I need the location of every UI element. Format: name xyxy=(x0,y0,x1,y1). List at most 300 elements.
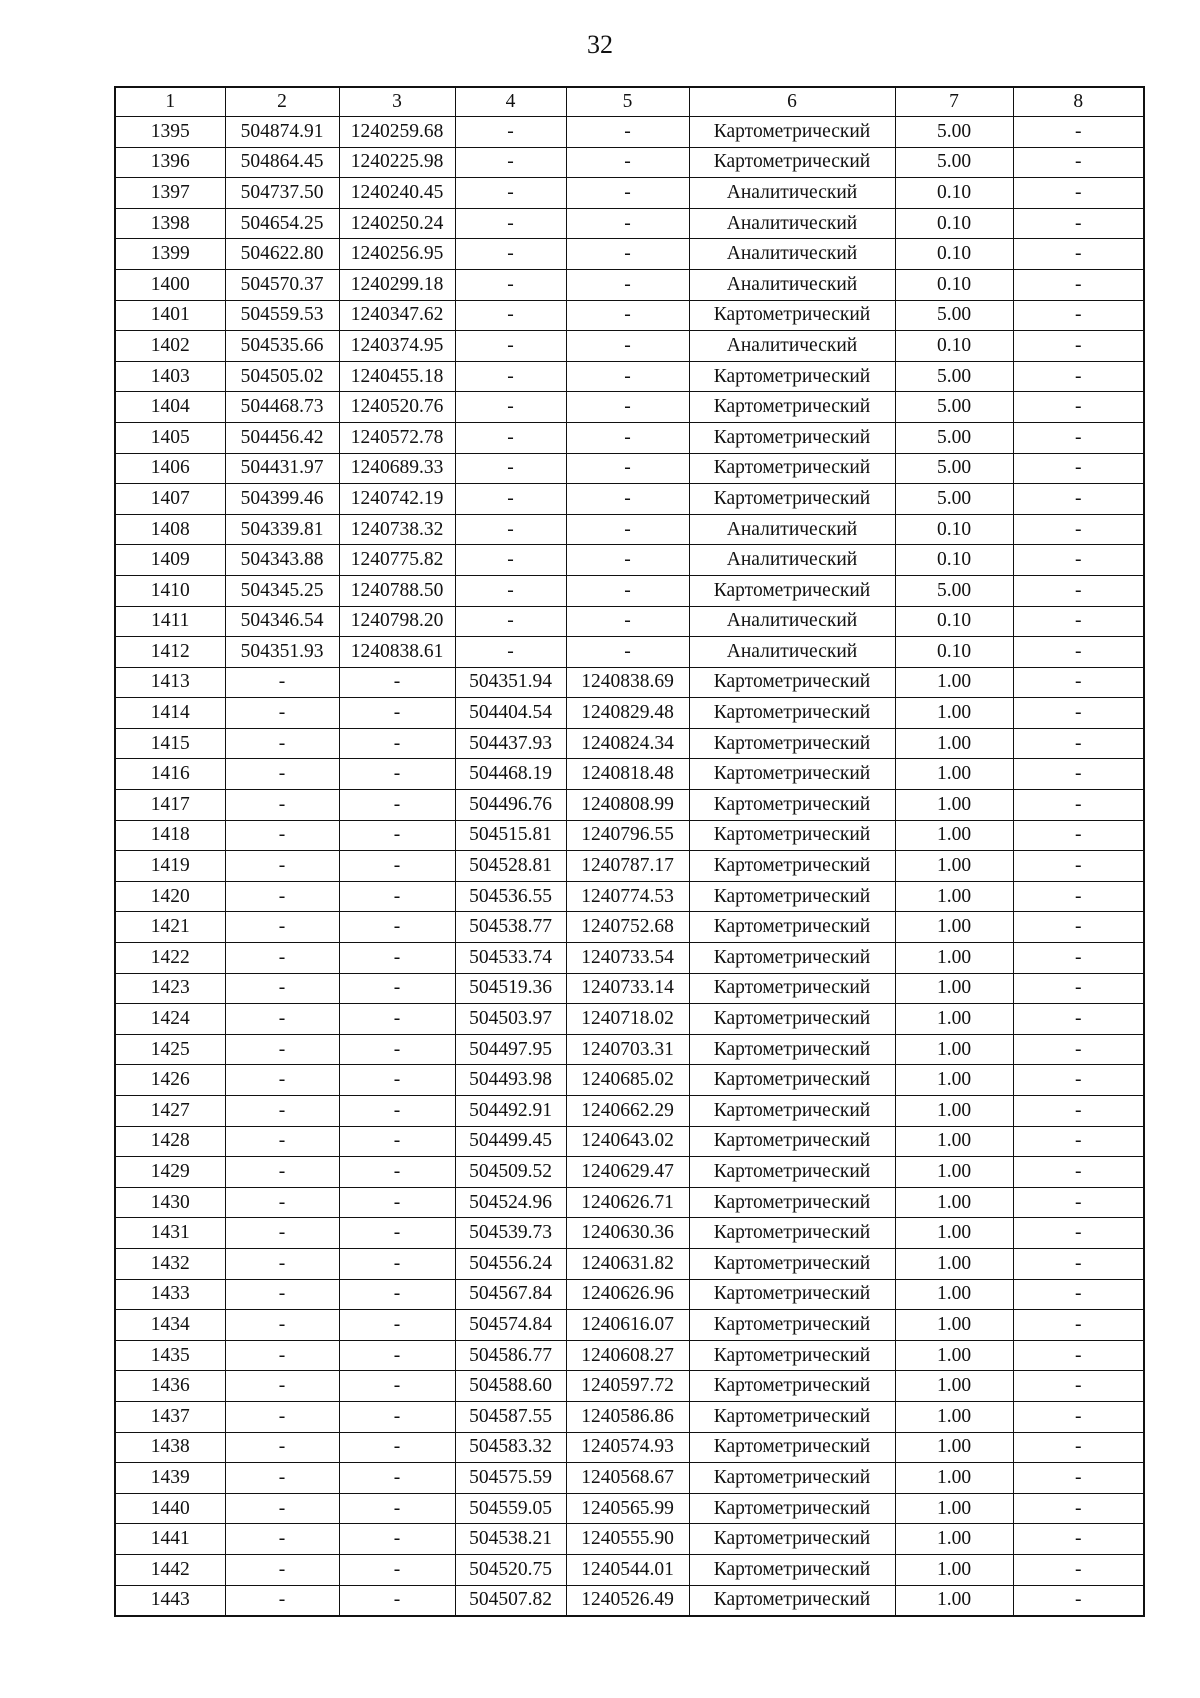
table-cell: 1.00 xyxy=(895,1096,1013,1127)
table-cell: Картометрический xyxy=(689,1279,895,1310)
table-cell: - xyxy=(1013,422,1144,453)
table-cell: - xyxy=(339,881,455,912)
table-cell: - xyxy=(225,1493,339,1524)
table-cell: 1401 xyxy=(115,300,225,331)
table-cell: - xyxy=(225,1004,339,1035)
table-cell: 0.10 xyxy=(895,208,1013,239)
table-row xyxy=(115,943,1144,974)
table-cell: - xyxy=(566,331,689,362)
table-cell: 504493.98 xyxy=(455,1065,566,1096)
table-row xyxy=(115,1554,1144,1585)
table-cell: 1.00 xyxy=(895,1279,1013,1310)
table-cell: 1240818.48 xyxy=(566,759,689,790)
table-cell: Картометрический xyxy=(689,1463,895,1494)
table-row xyxy=(115,208,1144,239)
table-cell: 5.00 xyxy=(895,147,1013,178)
table-cell: - xyxy=(339,1034,455,1065)
table-cell: 504539.73 xyxy=(455,1218,566,1249)
table-cell: 1442 xyxy=(115,1554,225,1585)
table-cell: Картометрический xyxy=(689,484,895,515)
table-cell: 1439 xyxy=(115,1463,225,1494)
column-header: 6 xyxy=(689,87,895,117)
table-cell: - xyxy=(225,1157,339,1188)
table-cell: - xyxy=(1013,606,1144,637)
table-row xyxy=(115,1401,1144,1432)
table-cell: - xyxy=(339,820,455,851)
table-cell: - xyxy=(225,759,339,790)
table-cell: Картометрический xyxy=(689,453,895,484)
table-cell: Картометрический xyxy=(689,575,895,606)
column-header: 1 xyxy=(115,87,225,117)
table-cell: 504505.02 xyxy=(225,361,339,392)
table-cell: - xyxy=(455,575,566,606)
table-cell: 1240796.55 xyxy=(566,820,689,851)
table-row xyxy=(115,514,1144,545)
table-cell: 1240752.68 xyxy=(566,912,689,943)
table-cell: - xyxy=(339,912,455,943)
table-row xyxy=(115,1004,1144,1035)
table-cell: - xyxy=(339,1157,455,1188)
table-cell: - xyxy=(1013,1493,1144,1524)
table-cell: 1240824.34 xyxy=(566,728,689,759)
table-cell: 1398 xyxy=(115,208,225,239)
table-cell: 1407 xyxy=(115,484,225,515)
table-cell: - xyxy=(225,698,339,729)
table-cell: 1240250.24 xyxy=(339,208,455,239)
table-cell: - xyxy=(566,361,689,392)
table-cell: - xyxy=(566,178,689,209)
table-cell: 1416 xyxy=(115,759,225,790)
table-cell: 1.00 xyxy=(895,1248,1013,1279)
table-cell: 1441 xyxy=(115,1524,225,1555)
table-cell: 504574.84 xyxy=(455,1310,566,1341)
table-cell: - xyxy=(455,331,566,362)
table-cell: 1.00 xyxy=(895,759,1013,790)
table-cell: 1240689.33 xyxy=(339,453,455,484)
table-row xyxy=(115,1065,1144,1096)
table-cell: - xyxy=(339,1463,455,1494)
table-cell: - xyxy=(1013,239,1144,270)
table-cell: 1240733.54 xyxy=(566,943,689,974)
table-cell: Картометрический xyxy=(689,1187,895,1218)
table-cell: 1240808.99 xyxy=(566,790,689,821)
table-cell: Картометрический xyxy=(689,1034,895,1065)
table-cell: Картометрический xyxy=(689,1126,895,1157)
table-cell: 1432 xyxy=(115,1248,225,1279)
table-cell: - xyxy=(339,1218,455,1249)
table-row xyxy=(115,1371,1144,1402)
table-cell: - xyxy=(225,1034,339,1065)
table-row xyxy=(115,331,1144,362)
table-cell: 1240568.67 xyxy=(566,1463,689,1494)
table-cell: 1.00 xyxy=(895,1218,1013,1249)
table-cell: - xyxy=(339,1310,455,1341)
table-row xyxy=(115,484,1144,515)
table-cell: - xyxy=(1013,637,1144,668)
table-cell: - xyxy=(1013,1187,1144,1218)
table-row xyxy=(115,851,1144,882)
table-body xyxy=(115,117,1144,1617)
table-cell: 1413 xyxy=(115,667,225,698)
table-cell: - xyxy=(225,851,339,882)
table-cell: - xyxy=(1013,698,1144,729)
table-cell: - xyxy=(1013,484,1144,515)
table-row xyxy=(115,698,1144,729)
table-cell: 504586.77 xyxy=(455,1340,566,1371)
table-cell: 1419 xyxy=(115,851,225,882)
table-cell: Картометрический xyxy=(689,667,895,698)
table-cell: 1420 xyxy=(115,881,225,912)
table-cell: 504456.42 xyxy=(225,422,339,453)
table-cell: - xyxy=(339,1524,455,1555)
column-header: 4 xyxy=(455,87,566,117)
table-cell: 1.00 xyxy=(895,881,1013,912)
table-cell: - xyxy=(1013,1279,1144,1310)
table-cell: - xyxy=(566,300,689,331)
table-cell: - xyxy=(455,514,566,545)
table-cell: 1429 xyxy=(115,1157,225,1188)
table-cell: - xyxy=(1013,1065,1144,1096)
table-row xyxy=(115,392,1144,423)
table-cell: 1.00 xyxy=(895,943,1013,974)
table-cell: 504499.45 xyxy=(455,1126,566,1157)
table-cell: 1421 xyxy=(115,912,225,943)
table-cell: 1.00 xyxy=(895,1340,1013,1371)
table-row xyxy=(115,1493,1144,1524)
table-row xyxy=(115,1340,1144,1371)
table-cell: 1240572.78 xyxy=(339,422,455,453)
table-row xyxy=(115,117,1144,148)
column-header: 7 xyxy=(895,87,1013,117)
table-cell: Картометрический xyxy=(689,1218,895,1249)
table-cell: 1406 xyxy=(115,453,225,484)
table-cell: 1.00 xyxy=(895,1524,1013,1555)
table-cell: - xyxy=(339,943,455,974)
table-cell: - xyxy=(225,1463,339,1494)
table-cell: 1240626.71 xyxy=(566,1187,689,1218)
table-cell: 1.00 xyxy=(895,1126,1013,1157)
table-cell: 5.00 xyxy=(895,300,1013,331)
table-cell: Картометрический xyxy=(689,300,895,331)
table-cell: - xyxy=(1013,1310,1144,1341)
table-cell: Картометрический xyxy=(689,1157,895,1188)
table-cell: - xyxy=(225,1340,339,1371)
table-cell: - xyxy=(225,1524,339,1555)
table-cell: 1433 xyxy=(115,1279,225,1310)
table-cell: 1434 xyxy=(115,1310,225,1341)
table-row xyxy=(115,1279,1144,1310)
table-cell: - xyxy=(1013,1126,1144,1157)
table-cell: 504535.66 xyxy=(225,331,339,362)
table-row xyxy=(115,606,1144,637)
table-cell: 504431.97 xyxy=(225,453,339,484)
table-cell: 1435 xyxy=(115,1340,225,1371)
table-cell: - xyxy=(1013,1432,1144,1463)
table-cell: 1.00 xyxy=(895,1034,1013,1065)
table-cell: 1396 xyxy=(115,147,225,178)
table-cell: - xyxy=(566,484,689,515)
table-cell: - xyxy=(455,453,566,484)
table-cell: - xyxy=(339,973,455,1004)
table-cell: - xyxy=(1013,117,1144,148)
table-cell: 1397 xyxy=(115,178,225,209)
table-cell: Картометрический xyxy=(689,973,895,1004)
table-cell: 504559.53 xyxy=(225,300,339,331)
table-cell: Картометрический xyxy=(689,422,895,453)
table-cell: 1.00 xyxy=(895,1554,1013,1585)
table-cell: 1405 xyxy=(115,422,225,453)
table-cell: Аналитический xyxy=(689,239,895,270)
table-cell: - xyxy=(455,392,566,423)
table-cell: - xyxy=(339,1585,455,1616)
table-cell: - xyxy=(339,1493,455,1524)
table-cell: 504468.19 xyxy=(455,759,566,790)
table-cell: 1.00 xyxy=(895,698,1013,729)
table-cell: - xyxy=(1013,1524,1144,1555)
table-cell: - xyxy=(455,361,566,392)
table-cell: Аналитический xyxy=(689,545,895,576)
column-header: 8 xyxy=(1013,87,1144,117)
table-cell: 1424 xyxy=(115,1004,225,1035)
table-cell: 1240374.95 xyxy=(339,331,455,362)
table-cell: - xyxy=(1013,790,1144,821)
table-cell: Аналитический xyxy=(689,331,895,362)
table-cell: Картометрический xyxy=(689,1310,895,1341)
coordinates-table xyxy=(114,86,1145,1617)
table-cell: - xyxy=(339,728,455,759)
table-cell: - xyxy=(455,545,566,576)
table-cell: - xyxy=(566,208,689,239)
table-cell: - xyxy=(566,239,689,270)
table-cell: - xyxy=(455,300,566,331)
table-cell: 1240742.19 xyxy=(339,484,455,515)
table-cell: - xyxy=(566,422,689,453)
table-cell: 504503.97 xyxy=(455,1004,566,1035)
table-row xyxy=(115,545,1144,576)
table-cell: 1437 xyxy=(115,1401,225,1432)
table-cell: - xyxy=(566,606,689,637)
table-row xyxy=(115,575,1144,606)
table-cell: 1240630.36 xyxy=(566,1218,689,1249)
table-cell: 5.00 xyxy=(895,392,1013,423)
table-cell: 1443 xyxy=(115,1585,225,1616)
table-cell: - xyxy=(339,698,455,729)
table-cell: Картометрический xyxy=(689,1432,895,1463)
table-cell: 1428 xyxy=(115,1126,225,1157)
table-cell: - xyxy=(225,820,339,851)
table-row xyxy=(115,422,1144,453)
table-cell: 1240733.14 xyxy=(566,973,689,1004)
table-cell: - xyxy=(339,759,455,790)
table-cell: - xyxy=(225,1432,339,1463)
table-cell: - xyxy=(566,392,689,423)
table-cell: 1.00 xyxy=(895,1493,1013,1524)
table-cell: 504345.25 xyxy=(225,575,339,606)
table-cell: 1399 xyxy=(115,239,225,270)
table-cell: 1240629.47 xyxy=(566,1157,689,1188)
table-cell: 1438 xyxy=(115,1432,225,1463)
table-cell: 1.00 xyxy=(895,1065,1013,1096)
table-cell: - xyxy=(566,545,689,576)
table-cell: 504570.37 xyxy=(225,269,339,300)
table-cell: Картометрический xyxy=(689,698,895,729)
table-row xyxy=(115,178,1144,209)
table-cell: - xyxy=(339,1279,455,1310)
table-cell: 5.00 xyxy=(895,575,1013,606)
table-cell: 504496.76 xyxy=(455,790,566,821)
table-cell: 1240565.99 xyxy=(566,1493,689,1524)
table-cell: - xyxy=(455,269,566,300)
table-cell: - xyxy=(1013,147,1144,178)
table-cell: 1.00 xyxy=(895,820,1013,851)
table-cell: 1408 xyxy=(115,514,225,545)
table-cell: - xyxy=(1013,269,1144,300)
table-cell: Картометрический xyxy=(689,881,895,912)
table-cell: 1240774.53 xyxy=(566,881,689,912)
table-cell: 1.00 xyxy=(895,973,1013,1004)
table-cell: - xyxy=(225,973,339,1004)
table-cell: 1412 xyxy=(115,637,225,668)
table-cell: 0.10 xyxy=(895,178,1013,209)
table-cell: - xyxy=(1013,759,1144,790)
table-cell: Картометрический xyxy=(689,1340,895,1371)
table-cell: Аналитический xyxy=(689,269,895,300)
table-cell: Картометрический xyxy=(689,759,895,790)
table-cell: 1431 xyxy=(115,1218,225,1249)
table-cell: Картометрический xyxy=(689,820,895,851)
table-cell: 504492.91 xyxy=(455,1096,566,1127)
table-cell: - xyxy=(1013,851,1144,882)
table-row xyxy=(115,912,1144,943)
table-cell: 1.00 xyxy=(895,790,1013,821)
table-cell: Картометрический xyxy=(689,1004,895,1035)
table-cell: 1423 xyxy=(115,973,225,1004)
table-cell: 1240626.96 xyxy=(566,1279,689,1310)
table-cell: - xyxy=(1013,912,1144,943)
table-cell: 1427 xyxy=(115,1096,225,1127)
table-cell: - xyxy=(1013,1585,1144,1616)
table-cell: 1400 xyxy=(115,269,225,300)
table-cell: 1425 xyxy=(115,1034,225,1065)
column-header: 2 xyxy=(225,87,339,117)
table-cell: 1430 xyxy=(115,1187,225,1218)
table-row xyxy=(115,300,1144,331)
table-cell: - xyxy=(339,1126,455,1157)
table-cell: - xyxy=(455,117,566,148)
table-cell: - xyxy=(1013,575,1144,606)
table-cell: - xyxy=(1013,208,1144,239)
table-cell: - xyxy=(566,575,689,606)
table-cell: - xyxy=(1013,1004,1144,1035)
table-cell: - xyxy=(339,1554,455,1585)
table-cell: - xyxy=(339,1432,455,1463)
table-cell: 1240597.72 xyxy=(566,1371,689,1402)
table-cell: Картометрический xyxy=(689,1248,895,1279)
table-cell: 504343.88 xyxy=(225,545,339,576)
table-cell: Картометрический xyxy=(689,912,895,943)
table-cell: 5.00 xyxy=(895,117,1013,148)
table-cell: 504437.93 xyxy=(455,728,566,759)
table-cell: - xyxy=(1013,881,1144,912)
table-cell: Картометрический xyxy=(689,728,895,759)
table-cell: 1240775.82 xyxy=(339,545,455,576)
table-cell: 1411 xyxy=(115,606,225,637)
table-row xyxy=(115,637,1144,668)
table-cell: Картометрический xyxy=(689,1371,895,1402)
table-cell: - xyxy=(225,728,339,759)
table-cell: 1.00 xyxy=(895,912,1013,943)
table-cell: - xyxy=(339,1187,455,1218)
table-row xyxy=(115,1187,1144,1218)
table-cell: Картометрический xyxy=(689,392,895,423)
table-cell: Картометрический xyxy=(689,851,895,882)
table-cell: 1240838.61 xyxy=(339,637,455,668)
table-cell: - xyxy=(455,239,566,270)
table-cell: - xyxy=(339,1340,455,1371)
header-row xyxy=(115,87,1144,117)
table-cell: 1414 xyxy=(115,698,225,729)
table-cell: Аналитический xyxy=(689,178,895,209)
table-cell: - xyxy=(1013,361,1144,392)
table-cell: 1395 xyxy=(115,117,225,148)
table-cell: 1422 xyxy=(115,943,225,974)
table-cell: 1240586.86 xyxy=(566,1401,689,1432)
table-cell: - xyxy=(1013,1371,1144,1402)
table-cell: 0.10 xyxy=(895,637,1013,668)
table-cell: - xyxy=(566,453,689,484)
table-row xyxy=(115,790,1144,821)
table-cell: 1.00 xyxy=(895,1432,1013,1463)
table-cell: - xyxy=(1013,1034,1144,1065)
table-cell: Картометрический xyxy=(689,361,895,392)
table-cell: 1240718.02 xyxy=(566,1004,689,1035)
table-cell: - xyxy=(1013,1463,1144,1494)
table-cell: 1240574.93 xyxy=(566,1432,689,1463)
table-cell: 1240662.29 xyxy=(566,1096,689,1127)
table-cell: 1.00 xyxy=(895,1004,1013,1035)
table-cell: Картометрический xyxy=(689,943,895,974)
table-cell: - xyxy=(1013,973,1144,1004)
table-cell: - xyxy=(1013,1157,1144,1188)
table-cell: Картометрический xyxy=(689,1401,895,1432)
table-cell: 1.00 xyxy=(895,1187,1013,1218)
table-cell: 1.00 xyxy=(895,1463,1013,1494)
table-cell: - xyxy=(339,790,455,821)
table-cell: 1.00 xyxy=(895,1157,1013,1188)
table-cell: 504346.54 xyxy=(225,606,339,637)
table-cell: 1240240.45 xyxy=(339,178,455,209)
table-cell: 1240798.20 xyxy=(339,606,455,637)
table-cell: 1.00 xyxy=(895,851,1013,882)
table-cell: 1240608.27 xyxy=(566,1340,689,1371)
table-row xyxy=(115,1157,1144,1188)
table-cell: 1240829.48 xyxy=(566,698,689,729)
column-header: 3 xyxy=(339,87,455,117)
table-cell: 5.00 xyxy=(895,484,1013,515)
table-cell: 1404 xyxy=(115,392,225,423)
table-cell: - xyxy=(1013,392,1144,423)
table-cell: 504351.94 xyxy=(455,667,566,698)
table-cell: 1415 xyxy=(115,728,225,759)
table-cell: 1240631.82 xyxy=(566,1248,689,1279)
table-cell: 504528.81 xyxy=(455,851,566,882)
table-cell: - xyxy=(1013,178,1144,209)
table-cell: 504556.24 xyxy=(455,1248,566,1279)
table-cell: - xyxy=(225,1187,339,1218)
table-row xyxy=(115,269,1144,300)
table-cell: 0.10 xyxy=(895,239,1013,270)
table-cell: - xyxy=(225,1401,339,1432)
